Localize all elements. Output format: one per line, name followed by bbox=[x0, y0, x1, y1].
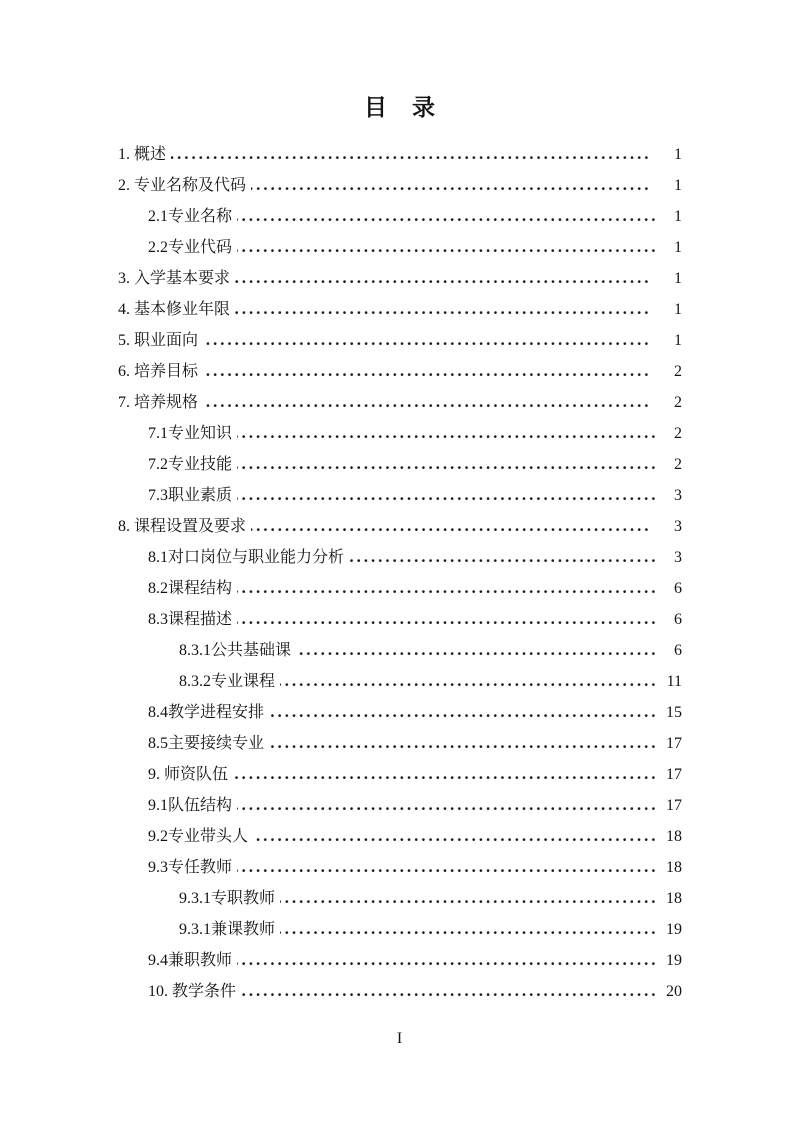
entry-label: 9.4兼职教师 bbox=[148, 952, 233, 969]
dot-leader bbox=[237, 962, 659, 965]
entry-label: 3. 入学基本要求 bbox=[118, 270, 231, 287]
dot-leader bbox=[349, 559, 659, 562]
toc-entry[interactable] bbox=[118, 852, 682, 883]
toc-entry[interactable] bbox=[118, 635, 682, 666]
entry-page-number: 1 bbox=[674, 301, 682, 318]
entry-page-number: 18 bbox=[666, 828, 682, 845]
dot-leader bbox=[237, 807, 659, 810]
dot-leader bbox=[269, 745, 659, 748]
toc-entry[interactable] bbox=[118, 976, 682, 1007]
toc-entry[interactable] bbox=[118, 821, 682, 852]
entry-label: 8.5主要接续专业 bbox=[148, 735, 265, 752]
entry-page-number: 18 bbox=[666, 890, 682, 907]
entry-page-number: 19 bbox=[666, 952, 682, 969]
entry-label: 9.3专任教师 bbox=[148, 859, 233, 876]
entry-label: 2.1专业名称 bbox=[148, 208, 233, 225]
dot-leader bbox=[237, 466, 659, 469]
dot-leader bbox=[253, 838, 659, 841]
toc-entry[interactable] bbox=[118, 759, 682, 790]
dot-leader bbox=[235, 280, 652, 283]
toc-title: 目 录 bbox=[364, 95, 436, 120]
toc-entry[interactable] bbox=[118, 697, 682, 728]
entry-label: 7.1专业知识 bbox=[148, 425, 233, 442]
entry-label: 8.2课程结构 bbox=[148, 580, 233, 597]
entry-page-number: 15 bbox=[666, 704, 682, 721]
toc-entry[interactable] bbox=[118, 542, 682, 573]
entry-label: 9.2专业带头人 bbox=[148, 828, 249, 845]
entry-page-number: 6 bbox=[674, 611, 682, 628]
toc-entry[interactable] bbox=[118, 356, 682, 387]
entry-page-number: 1 bbox=[674, 208, 682, 225]
entry-page-number: 3 bbox=[674, 487, 682, 504]
dot-leader bbox=[203, 373, 652, 376]
entry-label: 5. 职业面向 bbox=[118, 332, 199, 349]
entry-page-number: 1 bbox=[674, 332, 682, 349]
entry-label: 7.2专业技能 bbox=[148, 456, 233, 473]
entry-page-number: 19 bbox=[666, 921, 682, 938]
entry-page-number: 3 bbox=[674, 549, 682, 566]
entry-label: 9. 师资队伍 bbox=[148, 766, 229, 783]
toc-entry[interactable] bbox=[118, 170, 682, 201]
entry-page-number: 20 bbox=[666, 983, 682, 1000]
toc-entry[interactable] bbox=[118, 511, 682, 542]
entry-label: 2. 专业名称及代码 bbox=[118, 177, 247, 194]
dot-leader bbox=[251, 187, 652, 190]
toc-entry[interactable] bbox=[118, 883, 682, 914]
toc-entry[interactable] bbox=[118, 666, 682, 697]
toc-list bbox=[118, 139, 682, 1007]
entry-page-number: 18 bbox=[666, 859, 682, 876]
toc-entry[interactable] bbox=[118, 914, 682, 945]
toc-entry[interactable] bbox=[118, 325, 682, 356]
toc-entry[interactable] bbox=[118, 263, 682, 294]
entry-page-number: 17 bbox=[666, 735, 682, 752]
toc-entry[interactable] bbox=[118, 790, 682, 821]
dot-leader bbox=[280, 683, 659, 686]
entry-page-number: 3 bbox=[674, 518, 682, 535]
dot-leader bbox=[233, 776, 659, 779]
entry-page-number: 2 bbox=[674, 425, 682, 442]
dot-leader bbox=[237, 621, 659, 624]
dot-leader bbox=[235, 311, 652, 314]
page-footer-number: I bbox=[396, 1030, 404, 1047]
entry-label: 8.3.2专业课程 bbox=[179, 673, 276, 690]
entry-page-number: 1 bbox=[674, 270, 682, 287]
entry-page-number: 1 bbox=[674, 146, 682, 163]
entry-label: 8.3.1公共基础课 bbox=[179, 642, 292, 659]
dot-leader bbox=[237, 590, 659, 593]
dot-leader bbox=[280, 931, 659, 934]
dot-leader bbox=[237, 497, 659, 500]
dot-leader bbox=[296, 652, 659, 655]
toc-entry[interactable] bbox=[118, 573, 682, 604]
dot-leader bbox=[237, 218, 659, 221]
dot-leader bbox=[251, 528, 652, 531]
entry-label: 9.1队伍结构 bbox=[148, 797, 233, 814]
entry-label: 7. 培养规格 bbox=[118, 394, 199, 411]
dot-leader bbox=[241, 993, 659, 996]
toc-entry[interactable] bbox=[118, 418, 682, 449]
entry-label: 10. 教学条件 bbox=[148, 983, 237, 1000]
entry-page-number: 2 bbox=[674, 394, 682, 411]
entry-label: 8. 课程设置及要求 bbox=[118, 518, 247, 535]
entry-label: 7.3职业素质 bbox=[148, 487, 233, 504]
toc-entry[interactable] bbox=[118, 480, 682, 511]
entry-label: 4. 基本修业年限 bbox=[118, 301, 231, 318]
entry-page-number: 1 bbox=[674, 177, 682, 194]
entry-page-number: 6 bbox=[674, 580, 682, 597]
dot-leader bbox=[237, 249, 659, 252]
toc-entry[interactable] bbox=[118, 728, 682, 759]
dot-leader bbox=[203, 404, 652, 407]
entry-label: 1. 概述 bbox=[118, 146, 167, 163]
dot-leader bbox=[203, 342, 652, 345]
dot-leader bbox=[269, 714, 659, 717]
entry-label: 2.2专业代码 bbox=[148, 239, 233, 256]
toc-entry[interactable] bbox=[118, 449, 682, 480]
entry-label: 6. 培养目标 bbox=[118, 363, 199, 380]
entry-page-number: 6 bbox=[674, 642, 682, 659]
toc-entry[interactable] bbox=[118, 201, 682, 232]
toc-entry[interactable] bbox=[118, 945, 682, 976]
entry-label: 8.1对口岗位与职业能力分析 bbox=[148, 549, 345, 566]
entry-page-number: 2 bbox=[674, 363, 682, 380]
entry-label: 9.3.1专职教师 bbox=[179, 890, 276, 907]
entry-page-number: 2 bbox=[674, 456, 682, 473]
dot-leader bbox=[237, 869, 659, 872]
entry-page-number: 17 bbox=[666, 766, 682, 783]
entry-label: 9.3.1兼课教师 bbox=[179, 921, 276, 938]
entry-label: 8.3课程描述 bbox=[148, 611, 233, 628]
toc-entry[interactable] bbox=[118, 294, 682, 325]
toc-entry[interactable] bbox=[118, 139, 682, 170]
entry-page-number: 1 bbox=[674, 239, 682, 256]
toc-entry[interactable] bbox=[118, 604, 682, 635]
dot-leader bbox=[280, 900, 659, 903]
toc-entry[interactable] bbox=[118, 387, 682, 418]
dot-leader bbox=[237, 435, 659, 438]
toc-entry[interactable] bbox=[118, 232, 682, 263]
entry-page-number: 17 bbox=[666, 797, 682, 814]
entry-label: 8.4教学进程安排 bbox=[148, 704, 265, 721]
dot-leader bbox=[171, 156, 652, 159]
entry-page-number: 11 bbox=[666, 673, 682, 690]
